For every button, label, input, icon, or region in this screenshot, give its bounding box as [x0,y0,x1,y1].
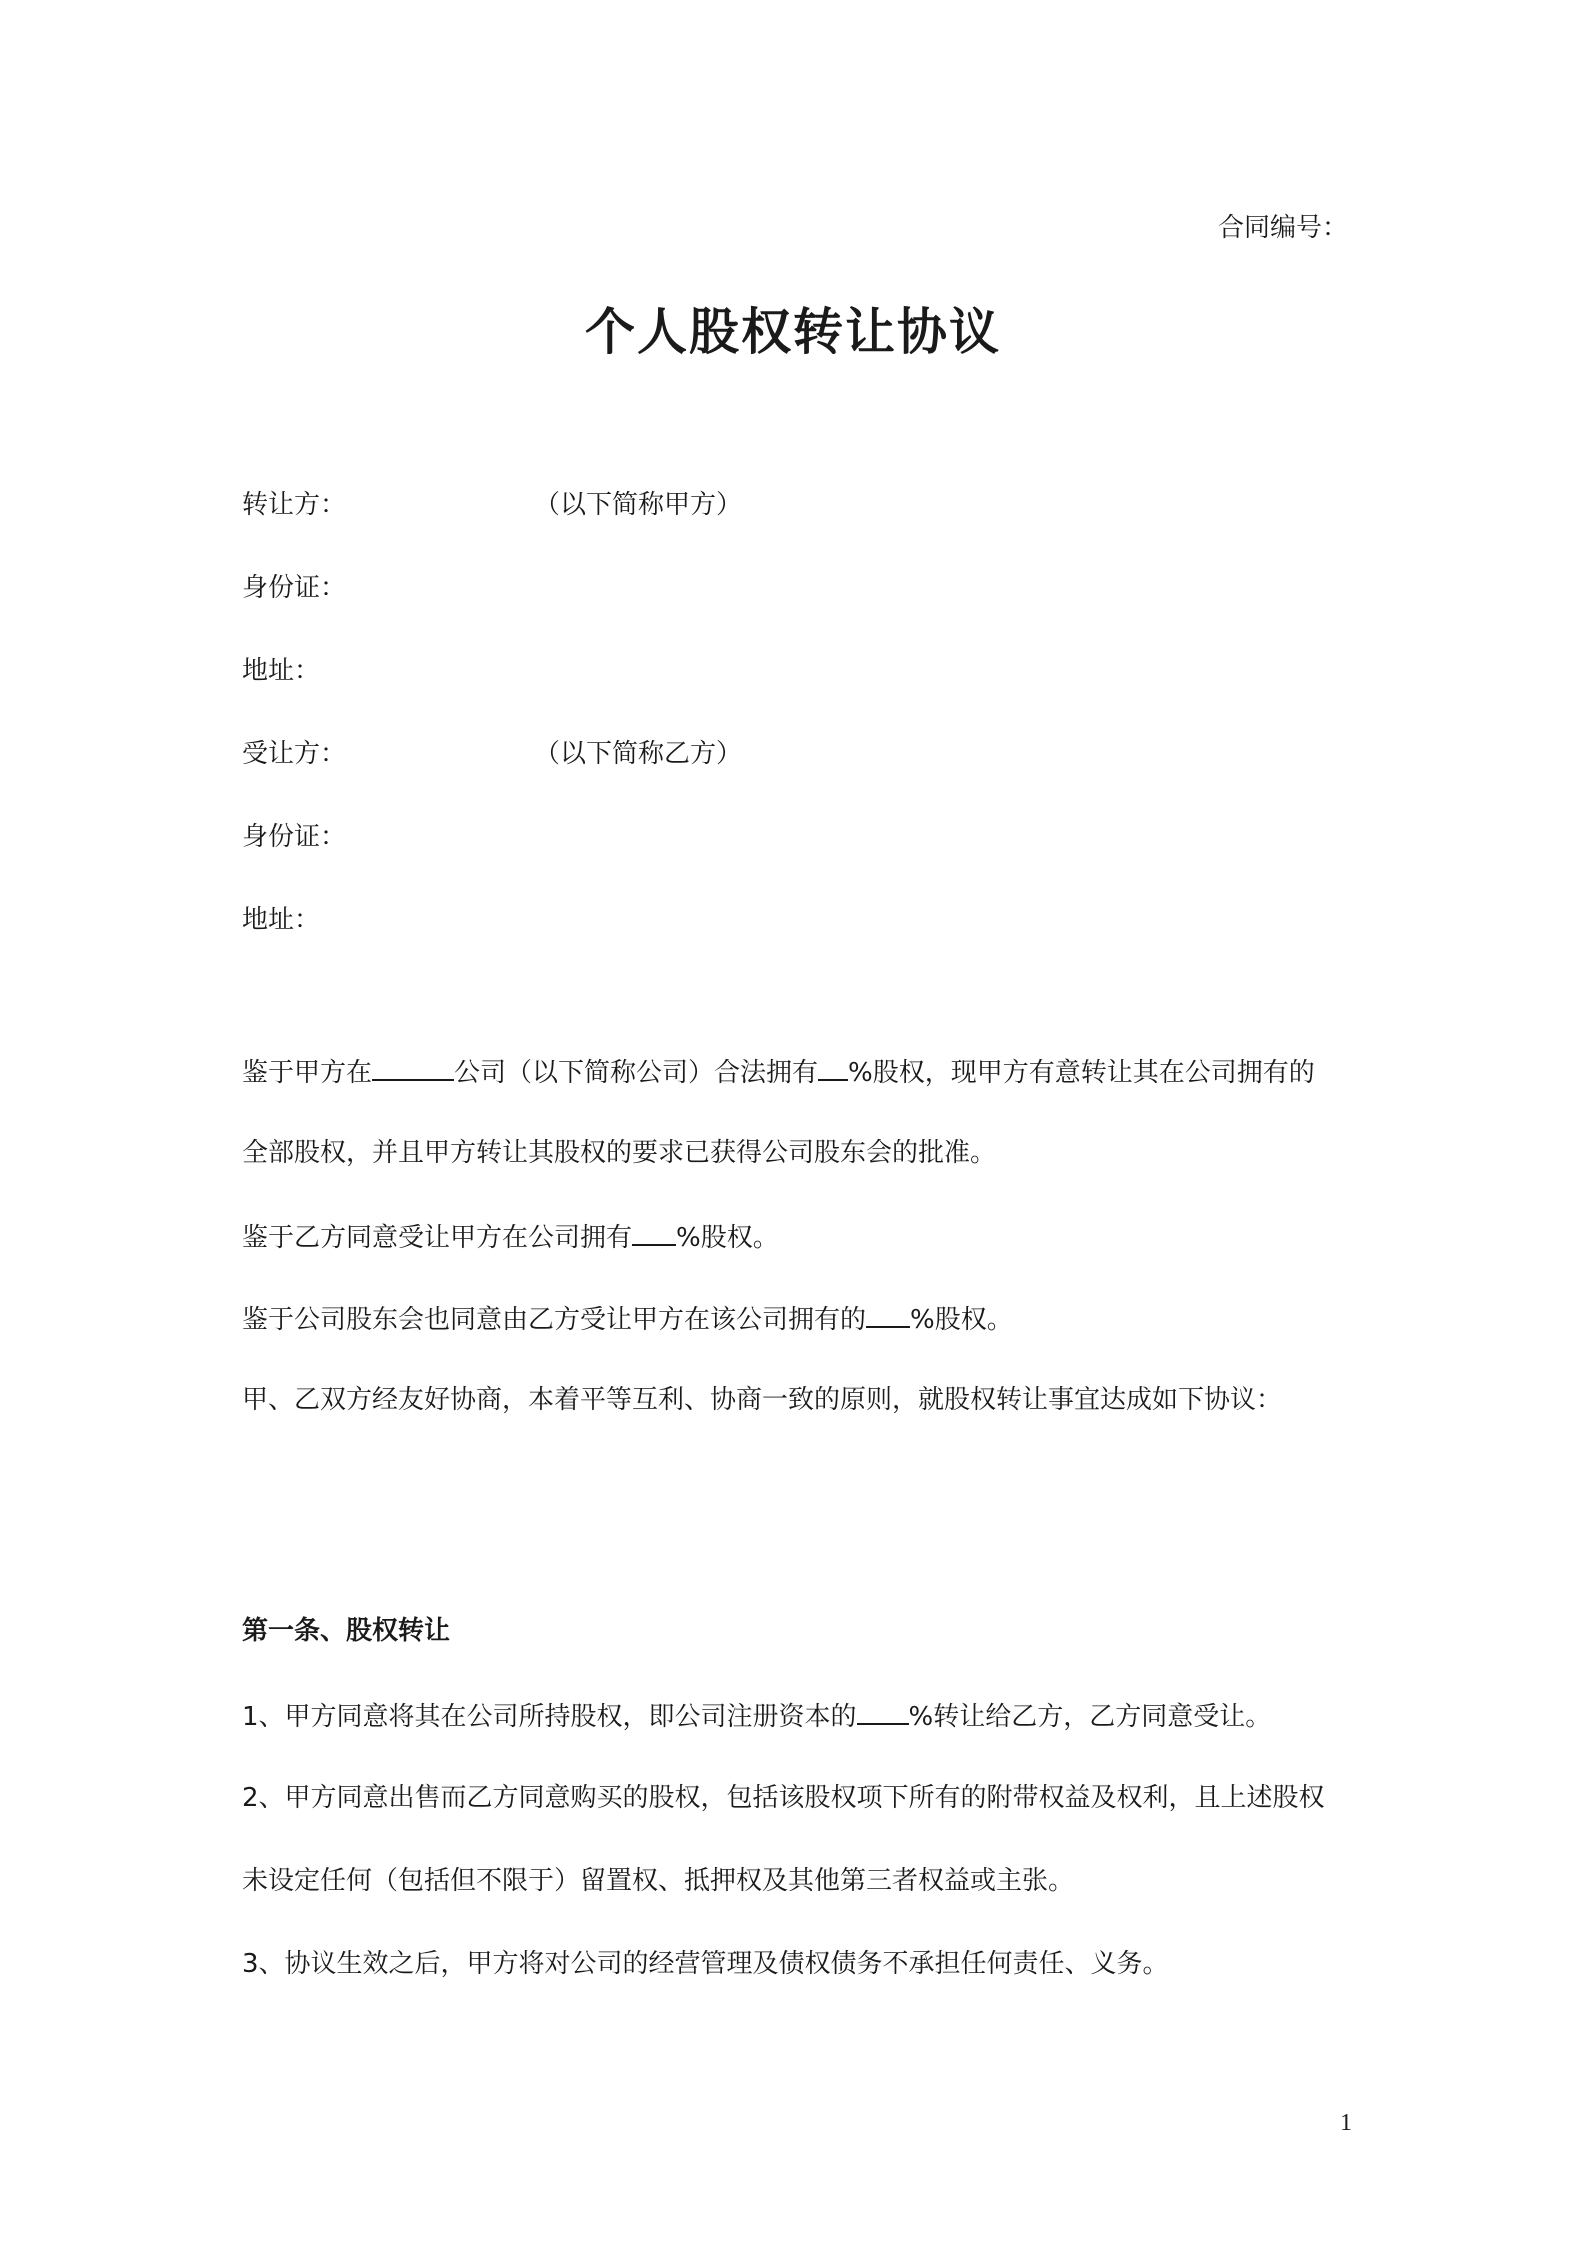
recital-4: 甲、乙双方经友好协商，本着平等互利、协商一致的原则，就股权转让事宜达成如下协议： [242,1385,1283,1415]
clause-1-text-b: %转让给乙方，乙方同意受让。 [908,1702,1272,1732]
recital-1-line-1 [242,1053,1315,1091]
document-title: 个人股权转让协议 [585,303,1001,361]
transferor-address-label: 地址： [242,656,321,686]
recital-1-text-c: %股权，现甲方有意转让其在公司拥有的 [848,1058,1315,1088]
transferee-note: （以下简称乙方） [534,739,743,769]
recital-3 [242,1300,1013,1338]
article-1-clause-2-line-2: 未设定任何（包括但不限于）留置权、抵押权及其他第三者权益或主张。 [242,1866,1075,1896]
article-1-clause-2-line-1: 2、甲方同意出售而乙方同意购买的股权，包括该股权项下所有的附带权益及权利，且上述股权 [242,1783,1325,1813]
recital-2-text-b: %股权。 [676,1223,779,1253]
article-1-clause-1 [242,1697,1271,1735]
recital-1-text-a: 鉴于甲方在 [242,1058,373,1088]
article-1-heading: 第一条、股权转让 [242,1616,451,1646]
percentage-blank [818,1053,848,1081]
recital-2-text-a: 鉴于乙方同意受让甲方在公司拥有 [242,1223,633,1253]
recital-1-line-2: 全部股权，并且甲方转让其股权的要求已获得公司股东会的批准。 [242,1138,997,1168]
page-number: 1 [1340,2110,1352,2136]
percentage-blank [866,1300,910,1328]
transferor-label: 转让方： [242,490,347,520]
transferee-address-label: 地址： [242,905,321,935]
clause-1-text-a: 1、甲方同意将其在公司所持股权，即公司注册资本的 [242,1702,857,1732]
percentage-blank [632,1218,676,1246]
recital-3-text-b: %股权。 [910,1305,1013,1335]
transferor-id-label: 身份证： [242,573,347,603]
transferee-id-label: 身份证： [242,822,347,852]
transferor-note: （以下简称甲方） [534,490,743,520]
contract-number-label: 合同编号： [1218,213,1349,243]
recital-2 [242,1218,779,1256]
article-1-clause-3: 3、协议生效之后，甲方将对公司的经营管理及债权债务不承担任何责任、义务。 [242,1949,1169,1979]
percentage-blank [857,1697,909,1725]
company-name-blank [372,1053,454,1081]
recital-1-text-b: 公司（以下简称公司）合法拥有 [454,1058,819,1088]
transferee-label: 受让方： [242,739,347,769]
recital-3-text-a: 鉴于公司股东会也同意由乙方受让甲方在该公司拥有的 [242,1305,867,1335]
